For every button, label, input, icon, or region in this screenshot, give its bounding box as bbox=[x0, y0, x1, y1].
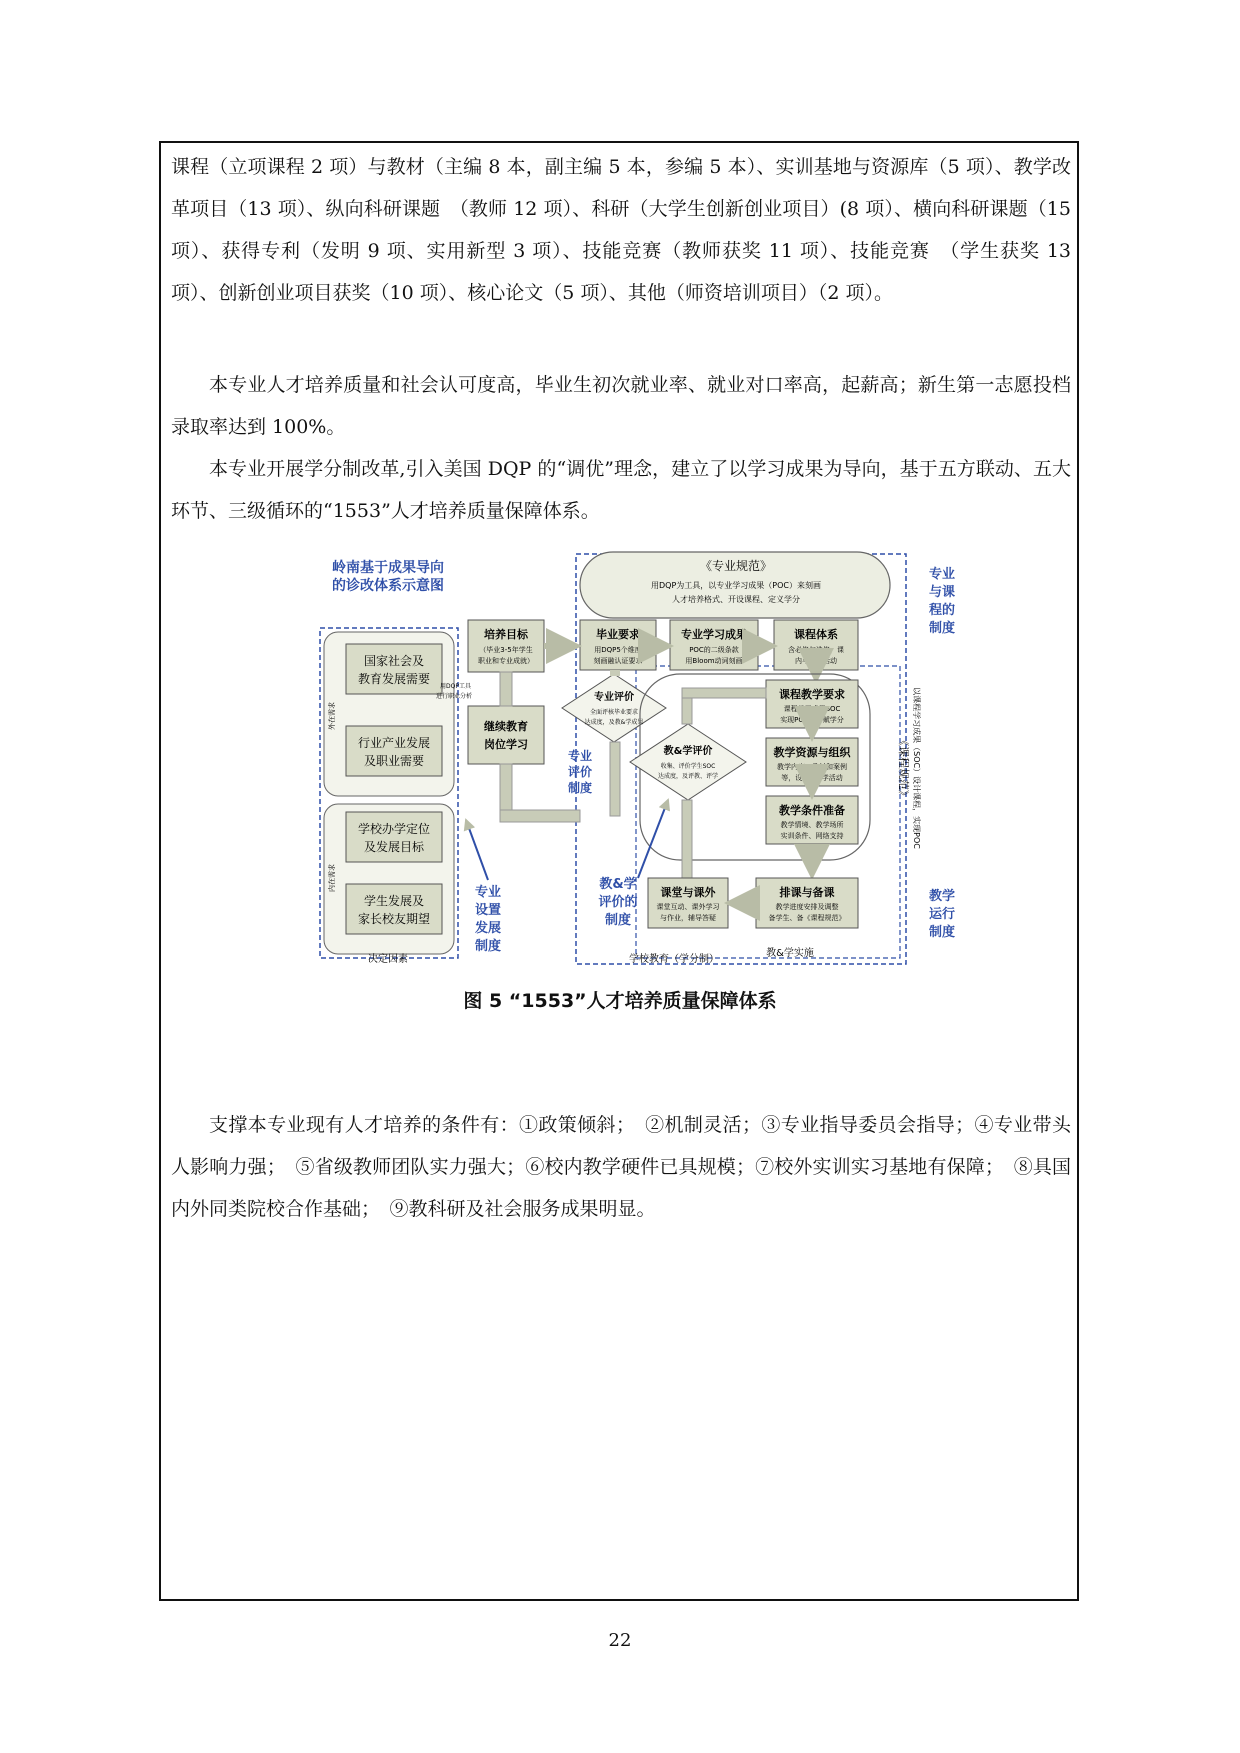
tl-eval-title: 教&学评价 bbox=[663, 746, 713, 757]
cond-desc-2: 实训条件、网络支持 bbox=[780, 832, 844, 840]
paragraph-conditions bbox=[171, 1104, 1071, 1230]
cond-title: 教学条件准备 bbox=[779, 804, 845, 817]
cond-desc-1: 教学情境、教学场所 bbox=[780, 821, 844, 829]
sched-title: 排课与备课 bbox=[779, 886, 835, 899]
eval-title: 专业评价 bbox=[594, 692, 634, 703]
student-2: 家长校友期望 bbox=[357, 912, 431, 926]
sched-desc-1: 教学进度安排及调整 bbox=[775, 903, 839, 911]
student-1: 学生发展及 bbox=[363, 894, 425, 908]
side-spec-1: 专业 bbox=[928, 567, 956, 582]
major-setup-3: 发展 bbox=[474, 921, 502, 936]
dqp-note-1: 用DQP工具 bbox=[440, 683, 471, 690]
grad-desc-2: 刻画融认证要求 bbox=[593, 657, 643, 665]
industry-2: 及职业需要 bbox=[363, 754, 425, 768]
major-setup-4: 制度 bbox=[474, 939, 502, 954]
spec-title: 《专业规范》 bbox=[699, 559, 773, 573]
res-title: 教学资源与组织 bbox=[773, 746, 851, 759]
eval-desc-1: 全面评核毕业要求 bbox=[589, 709, 639, 716]
class-desc-2: 与作业，辅导答疑 bbox=[660, 914, 716, 922]
goal-desc-2: 职业和专业成就） bbox=[478, 657, 534, 665]
decisive-factors: 决定因素 bbox=[368, 954, 408, 965]
paragraph-text: 本专业开展学分制改革,引入美国 DQP 的“调优”理念，建立了以学习成果为导向，基于五方联动、五大环节、三级循环的“1553”人才培养质量保障体系。 bbox=[171, 458, 1071, 522]
eval-system-1: 专业 bbox=[567, 749, 593, 763]
poc-desc-2: 用Bloom动词刻画 bbox=[685, 657, 743, 665]
res-desc-2: 等，设计教&学活动 bbox=[781, 774, 843, 782]
industry-1: 行业产业发展 bbox=[357, 736, 431, 750]
major-setup-1: 专业 bbox=[474, 885, 502, 900]
implementation-label: 教&学实施 bbox=[766, 948, 814, 959]
external-label: 外在需求 bbox=[328, 702, 336, 730]
res-desc-1: 教学内容、教材和案例 bbox=[777, 763, 847, 771]
class-desc-1: 课堂互动、课外学习 bbox=[656, 903, 720, 911]
tl-eval-sys-2: 评价的 bbox=[598, 895, 638, 910]
eval-system-2: 评价 bbox=[567, 765, 593, 779]
side-spec-4: 制度 bbox=[928, 621, 956, 636]
grad-desc-1: 用DQP5个维度 bbox=[594, 646, 642, 654]
teach-run-1: 教学 bbox=[928, 889, 956, 904]
continuing-1: 继续教育 bbox=[484, 720, 528, 733]
national-2: 教育发展需要 bbox=[357, 672, 431, 686]
side-spec-2: 与课 bbox=[928, 585, 956, 600]
figure-title-line1: 岭南基于成果导向 bbox=[332, 560, 444, 576]
course-sys-desc-1: 含必修与选修，课 bbox=[788, 646, 844, 654]
spec-desc-1: 用DQP为工具，以专业学习成果（POC）来刻画 bbox=[651, 581, 821, 590]
req-title: 课程教学要求 bbox=[779, 688, 845, 701]
quality-assurance-diagram bbox=[318, 548, 964, 972]
tl-eval-sys-3: 制度 bbox=[604, 913, 632, 928]
eval-system-3: 制度 bbox=[567, 781, 593, 795]
paragraph-quality bbox=[171, 364, 1071, 448]
school-2: 及发展目标 bbox=[363, 840, 425, 854]
figure-caption: 图 5 “1553”人才培养质量保障体系 bbox=[463, 990, 777, 1012]
tl-eval-sys-1: 教&学 bbox=[599, 877, 637, 892]
goal-desc-1: （毕业3-5年学生 bbox=[479, 646, 533, 654]
course-norm-side: 《课程规范》 bbox=[897, 735, 910, 801]
school-1: 学校办学定位 bbox=[357, 822, 431, 836]
page-number: 22 bbox=[608, 1630, 632, 1651]
paragraph-text: 支撑本专业现有人才培养的条件有：①政策倾斜； ②机制灵活；③专业指导委员会指导；④专业带头人影响力强； ⑤省级教师团队实力强大；⑥校内教学硬件已具规模；⑦校外实训实习基地有保障； ⑧具国内外同类院校合作基础； ⑨教科研及社会服务成果明显。 bbox=[171, 1114, 1071, 1220]
tl-eval-desc-1: 收集、评价学生SOC bbox=[660, 763, 716, 770]
national-1: 国家社会及 bbox=[363, 654, 425, 668]
paragraph-text: 课程（立项课程 2 项）与教材（主编 8 本，副主编 5 本，参编 5 本）、实训基地与资源库（5 项）、教学改革项目（13 项）、纵向科研课题 （教师 12 项）、科研（大学生创新创业项目）(8 项）、横向科研课题（15 项）、获得专利（发明 9 项、实用新型 3 项）、技能竞赛（教师获奖 11 项）、技能竞赛 （学生获奖 13 项）、创新创业项目获奖（10 项）、核心论文（5 项）、其他（师资培训项目）（2 项）。 bbox=[171, 156, 1071, 304]
goal-title: 培养目标 bbox=[484, 628, 528, 641]
major-setup-2: 设置 bbox=[474, 903, 502, 918]
course-sys-desc-2: 内与课外活动 bbox=[795, 657, 837, 665]
course-sys-title: 课程体系 bbox=[794, 628, 838, 641]
class-title: 课堂与课外 bbox=[660, 886, 716, 899]
teach-run-2: 运行 bbox=[928, 907, 956, 922]
school-edu-label: 学校教育（学分制） bbox=[629, 954, 719, 965]
req-desc-1: 课程学习成果SOC bbox=[783, 705, 841, 713]
tl-eval-desc-2: 达成度，及评教、评学 bbox=[657, 773, 719, 780]
poc-desc-1: POC的二级条款 bbox=[689, 646, 739, 654]
figure-title-line2: 的诊改体系示意图 bbox=[332, 578, 444, 594]
course-norm-side-2: 以课程学习成果（SOC）设计课程，实现POC bbox=[912, 687, 921, 849]
grad-title: 毕业要求 bbox=[596, 628, 640, 641]
paragraph-reform bbox=[171, 448, 1071, 532]
internal-label: 内在需求 bbox=[328, 864, 336, 892]
spec-desc-2: 人才培养格式、开设课程、定义学分 bbox=[672, 595, 800, 604]
paragraph-achievements bbox=[171, 146, 1071, 314]
teach-run-3: 制度 bbox=[928, 925, 956, 940]
dqp-note-2: 进行职业分析 bbox=[436, 693, 473, 700]
side-spec-3: 程的 bbox=[928, 603, 956, 618]
continuing-2: 岗位学习 bbox=[484, 738, 528, 751]
req-desc-2: 实现POC，并赋学分 bbox=[780, 716, 844, 724]
eval-desc-2: 达成度，及教&学成果 bbox=[584, 719, 644, 726]
sched-desc-2: 备学生、备《课程规范》 bbox=[768, 914, 846, 922]
poc-title: 专业学习成果 bbox=[681, 628, 747, 641]
paragraph-text: 本专业人才培养质量和社会认可度高，毕业生初次就业率、就业对口率高，起薪高；新生第一志愿投档录取率达到 100%。 bbox=[171, 374, 1071, 438]
